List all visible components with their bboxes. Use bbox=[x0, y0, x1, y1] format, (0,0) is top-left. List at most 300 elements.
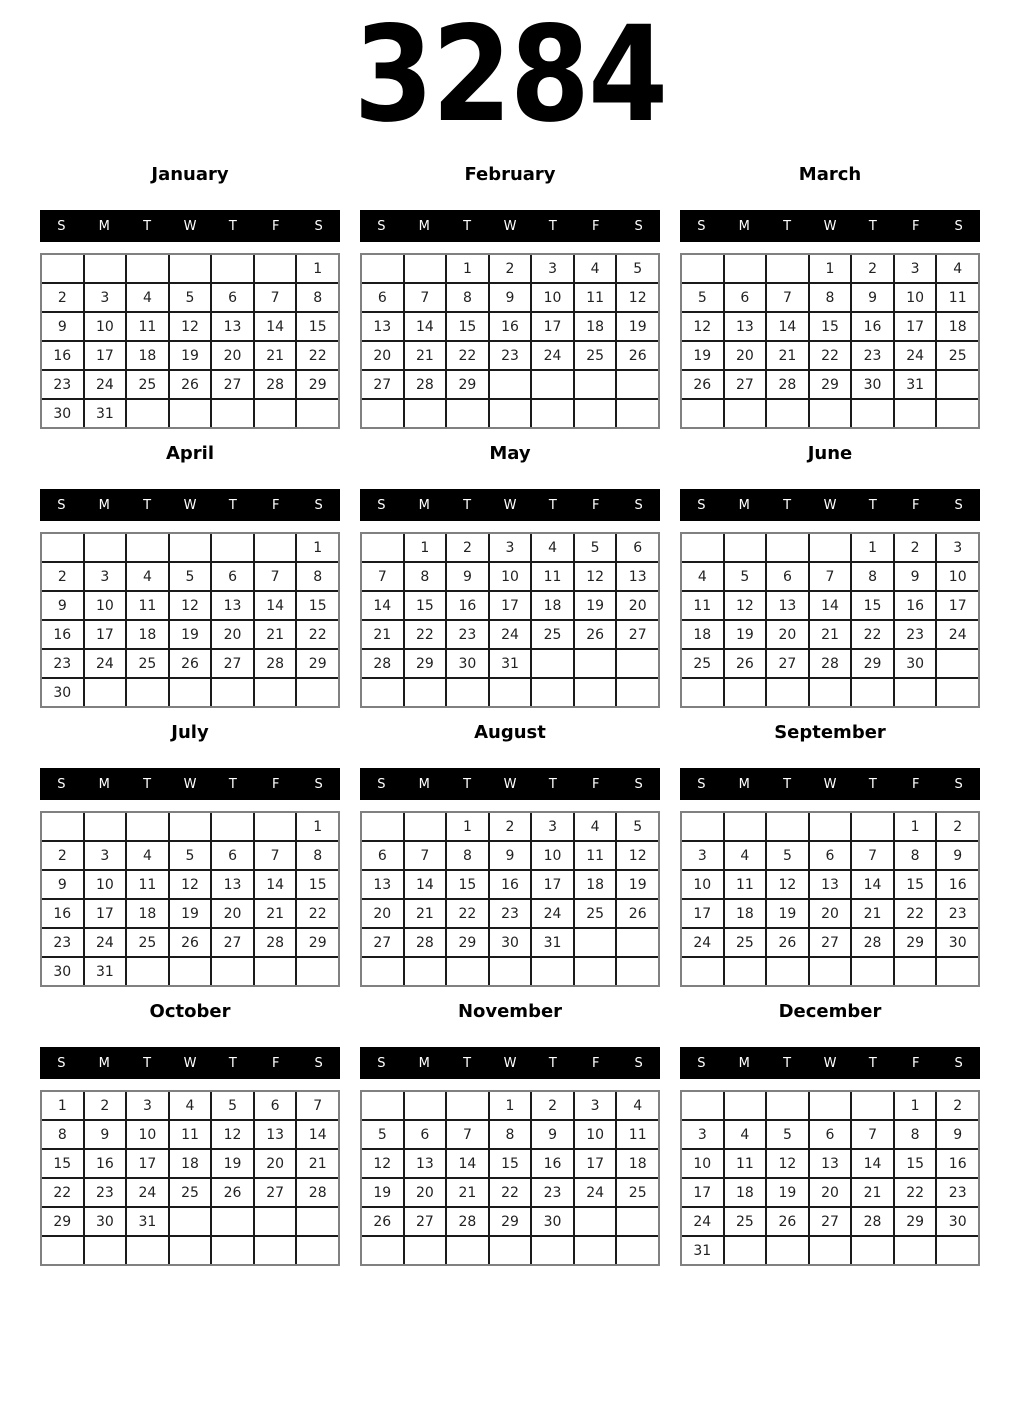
day-of-week-label: M bbox=[738, 776, 750, 792]
day-cell: 20 bbox=[362, 900, 403, 927]
empty-day-cell bbox=[895, 958, 936, 985]
day-cell: 26 bbox=[767, 929, 808, 956]
day-cell: 18 bbox=[682, 621, 723, 648]
day-cell: 5 bbox=[170, 284, 211, 311]
dow-bar bbox=[680, 210, 980, 242]
day-cell: 4 bbox=[127, 842, 168, 869]
day-cell: 28 bbox=[405, 929, 446, 956]
day-cell: 5 bbox=[617, 813, 658, 840]
empty-day-cell bbox=[212, 255, 253, 282]
day-of-week-label: F bbox=[911, 776, 920, 792]
day-cell: 13 bbox=[362, 313, 403, 340]
empty-day-cell bbox=[617, 958, 658, 985]
day-cell: 17 bbox=[85, 900, 126, 927]
day-cell: 25 bbox=[682, 650, 723, 677]
day-cell: 24 bbox=[85, 929, 126, 956]
empty-day-cell bbox=[852, 813, 893, 840]
day-cell: 14 bbox=[767, 313, 808, 340]
empty-day-cell bbox=[212, 534, 253, 561]
day-cell: 16 bbox=[937, 871, 978, 898]
day-cell: 12 bbox=[575, 563, 616, 590]
day-cell: 24 bbox=[85, 650, 126, 677]
empty-day-cell bbox=[362, 1092, 403, 1119]
day-cell: 30 bbox=[937, 929, 978, 956]
dow-bar bbox=[360, 489, 660, 521]
day-cell: 5 bbox=[767, 1121, 808, 1148]
day-cell: 18 bbox=[532, 592, 573, 619]
day-cell: 11 bbox=[617, 1121, 658, 1148]
day-cell: 6 bbox=[617, 534, 658, 561]
empty-day-cell bbox=[767, 1237, 808, 1264]
day-cell: 27 bbox=[212, 650, 253, 677]
day-of-week-label: T bbox=[548, 776, 557, 792]
day-cell: 9 bbox=[42, 313, 83, 340]
day-cell: 25 bbox=[937, 342, 978, 369]
day-cell: 4 bbox=[682, 563, 723, 590]
day-cell: 21 bbox=[405, 900, 446, 927]
day-cell: 10 bbox=[532, 842, 573, 869]
day-of-week-label: T bbox=[868, 497, 877, 513]
day-cell: 18 bbox=[617, 1150, 658, 1177]
empty-day-cell bbox=[405, 255, 446, 282]
day-of-week-label: S bbox=[634, 776, 643, 792]
day-cell: 24 bbox=[895, 342, 936, 369]
day-cell: 3 bbox=[575, 1092, 616, 1119]
empty-day-cell bbox=[810, 813, 851, 840]
day-of-week-label: T bbox=[868, 776, 877, 792]
month-block bbox=[40, 443, 340, 708]
day-cell: 7 bbox=[852, 1121, 893, 1148]
day-cell: 16 bbox=[42, 342, 83, 369]
day-of-week-label: F bbox=[911, 497, 920, 513]
day-cell: 11 bbox=[725, 1150, 766, 1177]
empty-day-cell bbox=[725, 1237, 766, 1264]
day-cell: 11 bbox=[937, 284, 978, 311]
day-cell: 20 bbox=[212, 342, 253, 369]
day-cell: 1 bbox=[852, 534, 893, 561]
day-cell: 27 bbox=[362, 929, 403, 956]
day-cell: 19 bbox=[362, 1179, 403, 1206]
day-cell: 19 bbox=[170, 342, 211, 369]
day-cell: 5 bbox=[725, 563, 766, 590]
empty-day-cell bbox=[575, 650, 616, 677]
day-cell: 5 bbox=[767, 842, 808, 869]
dow-bar bbox=[360, 1047, 660, 1079]
day-cell: 21 bbox=[852, 900, 893, 927]
day-cell: 16 bbox=[42, 900, 83, 927]
day-of-week-label: T bbox=[548, 497, 557, 513]
day-of-week-label: T bbox=[228, 1055, 237, 1071]
day-cell: 21 bbox=[852, 1179, 893, 1206]
empty-day-cell bbox=[170, 1237, 211, 1264]
day-cell: 1 bbox=[895, 813, 936, 840]
month-title: November bbox=[457, 1001, 563, 1022]
day-of-week-label: S bbox=[314, 776, 323, 792]
empty-day-cell bbox=[170, 813, 211, 840]
day-cell: 6 bbox=[212, 842, 253, 869]
day-of-week-label: F bbox=[271, 218, 280, 234]
day-cell: 13 bbox=[212, 592, 253, 619]
day-of-week-label: S bbox=[377, 218, 386, 234]
empty-day-cell bbox=[725, 958, 766, 985]
day-of-week-label: T bbox=[143, 497, 152, 513]
empty-day-cell bbox=[617, 650, 658, 677]
day-cell: 26 bbox=[725, 650, 766, 677]
day-cell: 14 bbox=[447, 1150, 488, 1177]
day-cell: 19 bbox=[725, 621, 766, 648]
day-cell: 26 bbox=[617, 900, 658, 927]
day-cell: 16 bbox=[490, 313, 531, 340]
day-cell: 1 bbox=[42, 1092, 83, 1119]
day-cell: 12 bbox=[170, 592, 211, 619]
day-cell: 16 bbox=[532, 1150, 573, 1177]
day-cell: 7 bbox=[405, 284, 446, 311]
day-cell: 10 bbox=[85, 871, 126, 898]
day-cell: 17 bbox=[85, 342, 126, 369]
day-cell: 1 bbox=[297, 534, 338, 561]
day-cell: 21 bbox=[810, 621, 851, 648]
day-cell: 27 bbox=[212, 371, 253, 398]
day-cell: 25 bbox=[575, 342, 616, 369]
day-cell: 14 bbox=[255, 871, 296, 898]
day-cell: 15 bbox=[810, 313, 851, 340]
day-cell: 3 bbox=[937, 534, 978, 561]
dow-bar bbox=[40, 210, 340, 242]
day-cell: 28 bbox=[255, 371, 296, 398]
day-cell: 4 bbox=[127, 284, 168, 311]
day-cell: 2 bbox=[490, 813, 531, 840]
day-cell: 23 bbox=[42, 371, 83, 398]
day-cell: 16 bbox=[42, 621, 83, 648]
empty-day-cell bbox=[937, 958, 978, 985]
day-cell: 15 bbox=[297, 871, 338, 898]
day-cell: 13 bbox=[725, 313, 766, 340]
day-cell: 1 bbox=[490, 1092, 531, 1119]
month-block bbox=[680, 722, 980, 987]
empty-day-cell bbox=[85, 813, 126, 840]
day-of-week-label: S bbox=[954, 218, 963, 234]
day-cell: 23 bbox=[895, 621, 936, 648]
empty-day-cell bbox=[362, 534, 403, 561]
month-grid bbox=[360, 253, 660, 429]
empty-day-cell bbox=[532, 1237, 573, 1264]
day-of-week-label: T bbox=[143, 218, 152, 234]
day-cell: 21 bbox=[255, 621, 296, 648]
day-cell: 4 bbox=[725, 1121, 766, 1148]
day-of-week-label: M bbox=[738, 218, 750, 234]
day-cell: 30 bbox=[937, 1208, 978, 1235]
month-grid bbox=[360, 1090, 660, 1266]
day-cell: 15 bbox=[490, 1150, 531, 1177]
day-cell: 5 bbox=[170, 842, 211, 869]
day-cell: 15 bbox=[405, 592, 446, 619]
day-cell: 22 bbox=[297, 342, 338, 369]
day-of-week-label: M bbox=[418, 1055, 430, 1071]
day-cell: 8 bbox=[297, 563, 338, 590]
month-block bbox=[360, 443, 660, 708]
day-cell: 5 bbox=[617, 255, 658, 282]
day-cell: 4 bbox=[575, 813, 616, 840]
day-cell: 4 bbox=[725, 842, 766, 869]
day-of-week-label: T bbox=[228, 218, 237, 234]
day-cell: 10 bbox=[575, 1121, 616, 1148]
day-of-week-label: T bbox=[783, 218, 792, 234]
day-cell: 3 bbox=[127, 1092, 168, 1119]
empty-day-cell bbox=[617, 400, 658, 427]
empty-day-cell bbox=[532, 650, 573, 677]
day-of-week-label: S bbox=[697, 1055, 706, 1071]
day-of-week-label: S bbox=[377, 497, 386, 513]
empty-day-cell bbox=[447, 1237, 488, 1264]
day-cell: 2 bbox=[490, 255, 531, 282]
day-cell: 6 bbox=[405, 1121, 446, 1148]
day-cell: 28 bbox=[767, 371, 808, 398]
day-cell: 26 bbox=[170, 650, 211, 677]
empty-day-cell bbox=[297, 958, 338, 985]
day-cell: 18 bbox=[575, 313, 616, 340]
day-cell: 22 bbox=[42, 1179, 83, 1206]
day-of-week-label: W bbox=[503, 218, 517, 234]
dow-bar bbox=[360, 210, 660, 242]
empty-day-cell bbox=[575, 1237, 616, 1264]
empty-day-cell bbox=[767, 400, 808, 427]
day-cell: 22 bbox=[810, 342, 851, 369]
day-of-week-label: W bbox=[823, 776, 837, 792]
day-cell: 20 bbox=[362, 342, 403, 369]
day-cell: 18 bbox=[127, 900, 168, 927]
day-cell: 13 bbox=[810, 871, 851, 898]
day-cell: 12 bbox=[170, 313, 211, 340]
month-grid bbox=[680, 1090, 980, 1266]
day-cell: 14 bbox=[405, 871, 446, 898]
empty-day-cell bbox=[405, 400, 446, 427]
day-cell: 12 bbox=[767, 1150, 808, 1177]
day-cell: 27 bbox=[405, 1208, 446, 1235]
empty-day-cell bbox=[617, 929, 658, 956]
day-cell: 11 bbox=[575, 284, 616, 311]
empty-day-cell bbox=[490, 400, 531, 427]
empty-day-cell bbox=[170, 400, 211, 427]
day-cell: 8 bbox=[810, 284, 851, 311]
day-of-week-label: M bbox=[98, 776, 110, 792]
day-cell: 26 bbox=[170, 371, 211, 398]
day-cell: 11 bbox=[170, 1121, 211, 1148]
day-cell: 3 bbox=[532, 813, 573, 840]
month-block bbox=[40, 722, 340, 987]
month-title: July bbox=[171, 722, 209, 743]
day-cell: 15 bbox=[297, 313, 338, 340]
month-block bbox=[680, 164, 980, 429]
empty-day-cell bbox=[362, 958, 403, 985]
day-of-week-label: T bbox=[548, 1055, 557, 1071]
day-cell: 6 bbox=[212, 284, 253, 311]
day-cell: 12 bbox=[682, 313, 723, 340]
day-cell: 8 bbox=[447, 842, 488, 869]
day-cell: 9 bbox=[895, 563, 936, 590]
empty-day-cell bbox=[170, 534, 211, 561]
day-cell: 10 bbox=[532, 284, 573, 311]
day-cell: 26 bbox=[682, 371, 723, 398]
day-cell: 6 bbox=[725, 284, 766, 311]
day-cell: 11 bbox=[725, 871, 766, 898]
empty-day-cell bbox=[810, 1092, 851, 1119]
day-cell: 23 bbox=[532, 1179, 573, 1206]
day-cell: 3 bbox=[85, 284, 126, 311]
empty-day-cell bbox=[212, 958, 253, 985]
empty-day-cell bbox=[85, 1237, 126, 1264]
day-cell: 6 bbox=[212, 563, 253, 590]
day-cell: 20 bbox=[810, 1179, 851, 1206]
day-cell: 28 bbox=[852, 929, 893, 956]
day-cell: 4 bbox=[937, 255, 978, 282]
day-cell: 3 bbox=[85, 842, 126, 869]
day-cell: 1 bbox=[447, 813, 488, 840]
day-cell: 14 bbox=[852, 1150, 893, 1177]
day-cell: 6 bbox=[362, 842, 403, 869]
day-cell: 6 bbox=[255, 1092, 296, 1119]
day-cell: 16 bbox=[447, 592, 488, 619]
empty-day-cell bbox=[767, 1092, 808, 1119]
day-cell: 29 bbox=[297, 650, 338, 677]
day-cell: 8 bbox=[405, 563, 446, 590]
empty-day-cell bbox=[725, 534, 766, 561]
month-block bbox=[680, 443, 980, 708]
day-cell: 5 bbox=[682, 284, 723, 311]
day-of-week-label: T bbox=[143, 1055, 152, 1071]
day-cell: 3 bbox=[895, 255, 936, 282]
day-cell: 16 bbox=[490, 871, 531, 898]
day-cell: 19 bbox=[170, 900, 211, 927]
empty-day-cell bbox=[682, 400, 723, 427]
day-cell: 30 bbox=[85, 1208, 126, 1235]
day-cell: 22 bbox=[447, 342, 488, 369]
empty-day-cell bbox=[297, 400, 338, 427]
empty-day-cell bbox=[725, 255, 766, 282]
dow-bar bbox=[40, 489, 340, 521]
empty-day-cell bbox=[85, 534, 126, 561]
day-cell: 25 bbox=[532, 621, 573, 648]
day-cell: 2 bbox=[42, 563, 83, 590]
day-cell: 4 bbox=[617, 1092, 658, 1119]
day-cell: 24 bbox=[85, 371, 126, 398]
empty-day-cell bbox=[575, 371, 616, 398]
empty-day-cell bbox=[170, 958, 211, 985]
empty-day-cell bbox=[127, 400, 168, 427]
empty-day-cell bbox=[362, 813, 403, 840]
day-cell: 27 bbox=[810, 1208, 851, 1235]
day-of-week-label: F bbox=[271, 497, 280, 513]
day-cell: 9 bbox=[490, 842, 531, 869]
empty-day-cell bbox=[810, 534, 851, 561]
day-of-week-label: W bbox=[183, 1055, 197, 1071]
day-cell: 5 bbox=[170, 563, 211, 590]
month-title: January bbox=[151, 164, 229, 185]
empty-day-cell bbox=[532, 371, 573, 398]
day-cell: 1 bbox=[895, 1092, 936, 1119]
day-cell: 24 bbox=[937, 621, 978, 648]
day-cell: 28 bbox=[810, 650, 851, 677]
day-cell: 22 bbox=[447, 900, 488, 927]
day-cell: 17 bbox=[490, 592, 531, 619]
day-cell: 11 bbox=[682, 592, 723, 619]
day-cell: 3 bbox=[85, 563, 126, 590]
day-cell: 11 bbox=[532, 563, 573, 590]
day-cell: 10 bbox=[127, 1121, 168, 1148]
month-block bbox=[360, 722, 660, 987]
day-cell: 27 bbox=[767, 650, 808, 677]
day-of-week-label: T bbox=[868, 218, 877, 234]
day-cell: 30 bbox=[490, 929, 531, 956]
day-cell: 20 bbox=[617, 592, 658, 619]
day-of-week-label: M bbox=[418, 497, 430, 513]
day-cell: 4 bbox=[170, 1092, 211, 1119]
empty-day-cell bbox=[127, 813, 168, 840]
empty-day-cell bbox=[362, 400, 403, 427]
day-cell: 30 bbox=[42, 958, 83, 985]
empty-day-cell bbox=[447, 1092, 488, 1119]
day-cell: 11 bbox=[127, 592, 168, 619]
day-cell: 2 bbox=[85, 1092, 126, 1119]
day-cell: 1 bbox=[297, 255, 338, 282]
day-cell: 3 bbox=[682, 842, 723, 869]
day-of-week-label: W bbox=[823, 1055, 837, 1071]
day-cell: 10 bbox=[490, 563, 531, 590]
day-cell: 31 bbox=[682, 1237, 723, 1264]
dow-bar bbox=[40, 768, 340, 800]
day-cell: 22 bbox=[490, 1179, 531, 1206]
day-cell: 9 bbox=[937, 842, 978, 869]
day-cell: 14 bbox=[362, 592, 403, 619]
day-cell: 2 bbox=[937, 813, 978, 840]
day-cell: 10 bbox=[937, 563, 978, 590]
day-cell: 13 bbox=[212, 871, 253, 898]
day-cell: 21 bbox=[255, 342, 296, 369]
empty-day-cell bbox=[127, 1237, 168, 1264]
day-cell: 22 bbox=[895, 900, 936, 927]
day-cell: 23 bbox=[42, 650, 83, 677]
day-cell: 31 bbox=[895, 371, 936, 398]
day-of-week-label: T bbox=[548, 218, 557, 234]
day-cell: 21 bbox=[767, 342, 808, 369]
empty-day-cell bbox=[212, 400, 253, 427]
empty-day-cell bbox=[42, 1237, 83, 1264]
day-cell: 8 bbox=[297, 284, 338, 311]
day-cell: 8 bbox=[490, 1121, 531, 1148]
day-cell: 7 bbox=[255, 842, 296, 869]
day-cell: 13 bbox=[810, 1150, 851, 1177]
day-cell: 30 bbox=[42, 679, 83, 706]
month-title: December bbox=[778, 1001, 882, 1022]
day-of-week-label: S bbox=[954, 776, 963, 792]
dow-bar bbox=[40, 1047, 340, 1079]
day-cell: 2 bbox=[937, 1092, 978, 1119]
day-cell: 2 bbox=[852, 255, 893, 282]
day-cell: 1 bbox=[810, 255, 851, 282]
day-cell: 17 bbox=[895, 313, 936, 340]
day-cell: 25 bbox=[725, 929, 766, 956]
day-cell: 1 bbox=[297, 813, 338, 840]
month-grid bbox=[40, 811, 340, 987]
dow-bar bbox=[680, 1047, 980, 1079]
day-cell: 30 bbox=[447, 650, 488, 677]
day-cell: 18 bbox=[170, 1150, 211, 1177]
day-cell: 20 bbox=[810, 900, 851, 927]
day-cell: 10 bbox=[895, 284, 936, 311]
day-cell: 15 bbox=[895, 871, 936, 898]
day-cell: 9 bbox=[852, 284, 893, 311]
day-cell: 16 bbox=[895, 592, 936, 619]
day-cell: 24 bbox=[575, 1179, 616, 1206]
